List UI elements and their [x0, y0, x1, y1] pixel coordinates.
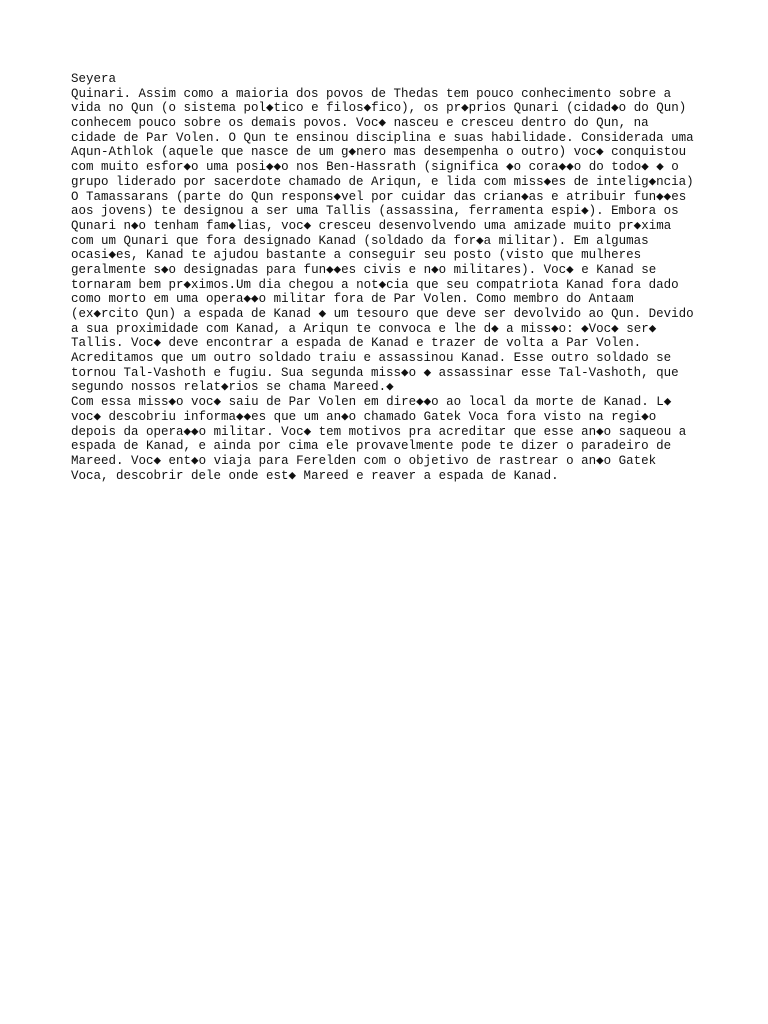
text-line: Voca, descobrir dele onde est◆ Mareed e reaver a espada de Kanad.: [71, 468, 559, 483]
text-line: depois da opera◆◆o militar. Voc◆ tem motivos pra acreditar que esse an◆o saqueou a: [71, 424, 687, 439]
text-line: conhecem pouco sobre os demais povos. Voc◆ nasceu e cresceu dentro do Qun, na: [71, 116, 649, 131]
text-line: a sua proximidade com Kanad, a Ariqun te convoca e lhe d◆ a miss◆o: ◆Voc◆ ser◆: [71, 321, 657, 336]
text-line: tornaram bem pr◆ximos.Um dia chegou a not◆cia que seu compatriota Kanad fora dado: [71, 277, 679, 292]
text-line: Quinari. Assim como a maioria dos povos de Thedas tem pouco conhecimento sobre a: [71, 86, 672, 101]
text-line: aos jovens) te designou a ser uma Tallis (assassina, ferramenta espi◆). Embora os: [71, 204, 679, 219]
text-line: geralmente s◆o designadas para fun◆◆es civis e n◆o militares). Voc◆ e Kanad se: [71, 262, 657, 277]
text-line: espada de Kanad, e ainda por cima ele provavelmente pode te dizer o paradeiro de: [71, 439, 672, 454]
text-line: vida no Qun (o sistema pol◆tico e filos◆fico), os pr◆prios Qunari (cidad◆o do Qun): [71, 101, 687, 116]
text-line: Acreditamos que um outro soldado traiu e assassinou Kanad. Esse outro soldado se: [71, 351, 672, 366]
text-line: cidade de Par Volen. O Qun te ensinou disciplina e suas habilidade. Considerada uma: [71, 130, 694, 145]
text-line: com um Qunari que fora designado Kanad (soldado da for◆a militar). Em algumas: [71, 233, 649, 248]
text-line: Com essa miss◆o voc◆ saiu de Par Volen em dire◆◆o ao local da morte de Kanad. L◆: [71, 395, 672, 410]
text-line: como morto em uma opera◆◆o militar fora de Par Volen. Como membro do Antaam: [71, 292, 634, 307]
text-line: Mareed. Voc◆ ent◆o viaja para Ferelden com o objetivo de rastrear o an◆o Gatek: [71, 453, 657, 468]
text-line: Qunari n◆o tenham fam◆lias, voc◆ cresceu desenvolvendo uma amizade muito pr◆xima: [71, 218, 672, 233]
text-line: com muito esfor◆o uma posi◆◆o nos Ben-Hassrath (significa ◆o cora◆◆o do todo◆ ◆ o: [71, 160, 679, 175]
text-line: O Tamassarans (parte do Qun respons◆vel por cuidar das crian◆as e atribuir fun◆◆es: [71, 189, 687, 204]
text-line: (ex◆rcito Qun) a espada de Kanad ◆ um tesouro que deve ser devolvido ao Qun. Devido: [71, 307, 694, 321]
text-line: Aqun-Athlok (aquele que nasce de um g◆nero mas desempenha o outro) voc◆ conquistou: [71, 145, 687, 160]
text-line: Tallis. Voc◆ deve encontrar a espada de Kanad e trazer de volta a Par Volen.: [71, 336, 642, 351]
title-line: Seyera: [71, 72, 117, 86]
text-line: segundo nossos relat◆rios se chama Mareed.◆: [71, 380, 394, 395]
text-line: grupo liderado por sacerdote chamado de Ariqun, e lida com miss◆es de intelig◆ncia): [71, 174, 694, 189]
text-line: ocasi◆es, Kanad te ajudou bastante a conseguir seu posto (visto que mulheres: [71, 248, 642, 263]
document-body: [71, 72, 711, 483]
text-line: voc◆ descobriu informa◆◆es que um an◆o chamado Gatek Voca fora visto na regi◆o: [71, 409, 657, 424]
text-line: tornou Tal-Vashoth e fugiu. Sua segunda miss◆o ◆ assassinar esse Tal-Vashoth, que: [71, 365, 679, 380]
